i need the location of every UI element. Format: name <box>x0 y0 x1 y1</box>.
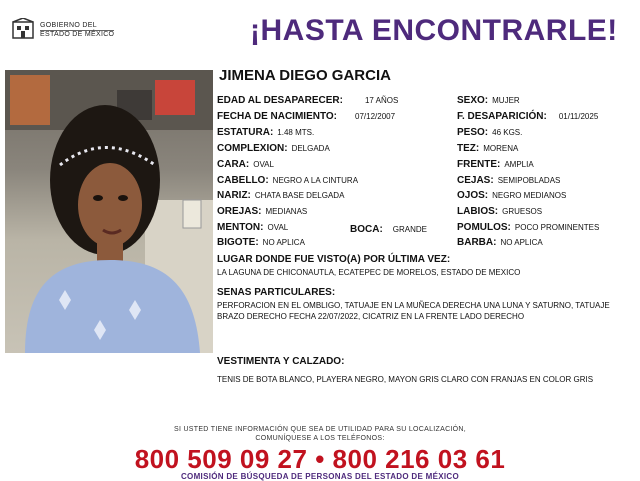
field-value: OVAL <box>267 223 289 232</box>
field-hair <box>217 175 358 186</box>
phone-numbers: 800 509 09 27 • 800 216 03 61 <box>134 444 506 474</box>
field-label: CARA: <box>217 159 250 170</box>
field-label: SEXO: <box>457 95 489 106</box>
field-label: CABELLO: <box>217 175 269 186</box>
commission-name: COMISIÓN DE BÚSQUEDA DE PERSONAS DEL ESTADO DE MÉXICO <box>180 472 459 481</box>
field-value: 07/12/2007 <box>355 112 396 121</box>
gov-line-1: GOBIERNO DEL <box>40 22 114 31</box>
field-label: OREJAS: <box>217 206 262 217</box>
field-value: POCO PROMINENTES <box>514 223 600 232</box>
field-disappearance-date <box>457 111 598 122</box>
field-label: BARBA: <box>457 237 497 248</box>
clothing-text: TENIS DE BOTA BLANCO, PLAYERA NEGRO, MAYON GRIS CLARO CON FRANJAS EN COLOR GRIS <box>217 375 594 384</box>
field-lips <box>457 206 542 217</box>
marks-text: PERFORACION EN EL OMBLIGO, TATUAJE EN LA MUÑECA DERECHA UNA LUNA Y SATURNO, TATUAJE BRAZO DERECHO FECHA 22/07/2022, CICATRIZ EN LA FRENTE LADO DERECHO <box>217 301 610 321</box>
field-label: COMPLEXION: <box>217 143 288 154</box>
field-sex <box>457 95 520 106</box>
field-value: GRUESOS <box>502 207 543 216</box>
field-label: CEJAS: <box>457 175 494 186</box>
field-value: MUJER <box>492 96 520 105</box>
field-label: PESO: <box>457 127 489 138</box>
field-cheekbones <box>457 222 599 233</box>
footer-note-line-2: COMUNÍQUESE A LOS TELÉFONOS: <box>255 435 385 442</box>
field-nose <box>217 190 344 201</box>
field-height <box>217 127 314 138</box>
field-value: AMPLIA <box>504 160 534 169</box>
field-chin <box>217 222 288 233</box>
field-value: MEDIANAS <box>265 207 308 216</box>
field-age <box>217 95 398 106</box>
field-label: MENTON: <box>217 222 264 233</box>
person-name: JIMENA DIEGO GARCIA <box>219 67 391 84</box>
government-logo <box>10 18 114 42</box>
field-mouth <box>350 224 427 235</box>
field-value: CHATA BASE DELGADA <box>254 191 345 200</box>
field-value: DELGADA <box>291 144 330 153</box>
portrait-illustration <box>5 70 213 353</box>
field-label: LABIOS: <box>457 206 499 217</box>
field-build <box>217 143 330 154</box>
field-value: SEMIPOBLADAS <box>497 176 561 185</box>
field-forehead <box>457 159 534 170</box>
field-label: OJOS: <box>457 190 489 201</box>
marks-title: SENAS PARTICULARES: <box>217 287 336 298</box>
field-mustache <box>217 237 305 248</box>
field-complexion <box>457 143 518 154</box>
footer-note-line-1: SI USTED TIENE INFORMACIÓN QUE SEA DE UTILIDAD PARA SU LOCALIZACIÓN, <box>173 426 467 433</box>
clothing-title: VESTIMENTA Y CALZADO: <box>217 356 345 367</box>
field-value: 46 KGS. <box>492 128 523 137</box>
field-label: POMULOS: <box>457 222 511 233</box>
field-label: FRENTE: <box>457 159 501 170</box>
field-ears <box>217 206 307 217</box>
headline: ¡HASTA ENCONTRARLE! <box>250 14 618 47</box>
field-label: BIGOTE: <box>217 237 259 248</box>
field-weight <box>457 127 522 138</box>
field-value: NO APLICA <box>500 238 543 247</box>
field-value: OVAL <box>253 160 274 169</box>
field-value: 1.48 MTS. <box>277 128 315 137</box>
field-value: 17 AÑOS <box>364 96 399 105</box>
field-value: 01/11/2025 <box>558 112 599 121</box>
gov-line-2: ESTADO DE MÉXICO <box>40 30 115 38</box>
field-eyes <box>457 190 566 201</box>
field-value: NO APLICA <box>262 238 305 247</box>
last-seen-text: LA LAGUNA DE CHICONAUTLA, ECATEPEC DE MORELOS, ESTADO DE MEXICO <box>217 268 521 277</box>
header <box>0 0 640 66</box>
field-value: NEGRO MEDIANOS <box>492 191 567 200</box>
field-beard <box>457 237 543 248</box>
field-value: MORENA <box>483 144 519 153</box>
field-label: EDAD AL DESAPARECER: <box>217 95 343 106</box>
field-face <box>217 159 274 170</box>
field-birthdate <box>217 111 395 122</box>
field-label: F. DESAPARICIÓN: <box>457 111 547 122</box>
field-eyebrows <box>457 175 560 186</box>
field-label: ESTATURA: <box>217 127 274 138</box>
field-label: BOCA: <box>350 224 383 235</box>
field-label: FECHA DE NACIMIENTO: <box>217 111 337 122</box>
field-label: NARIZ: <box>217 190 251 201</box>
field-label: TEZ: <box>457 143 480 154</box>
person-photo <box>5 70 213 353</box>
field-value: GRANDE <box>392 225 428 234</box>
state-emblem-icon <box>10 18 36 42</box>
last-seen-title: LUGAR DONDE FUE VISTO(A) POR ÚLTIMA VEZ: <box>217 254 451 265</box>
field-value: NEGRO A LA CINTURA <box>272 176 359 185</box>
